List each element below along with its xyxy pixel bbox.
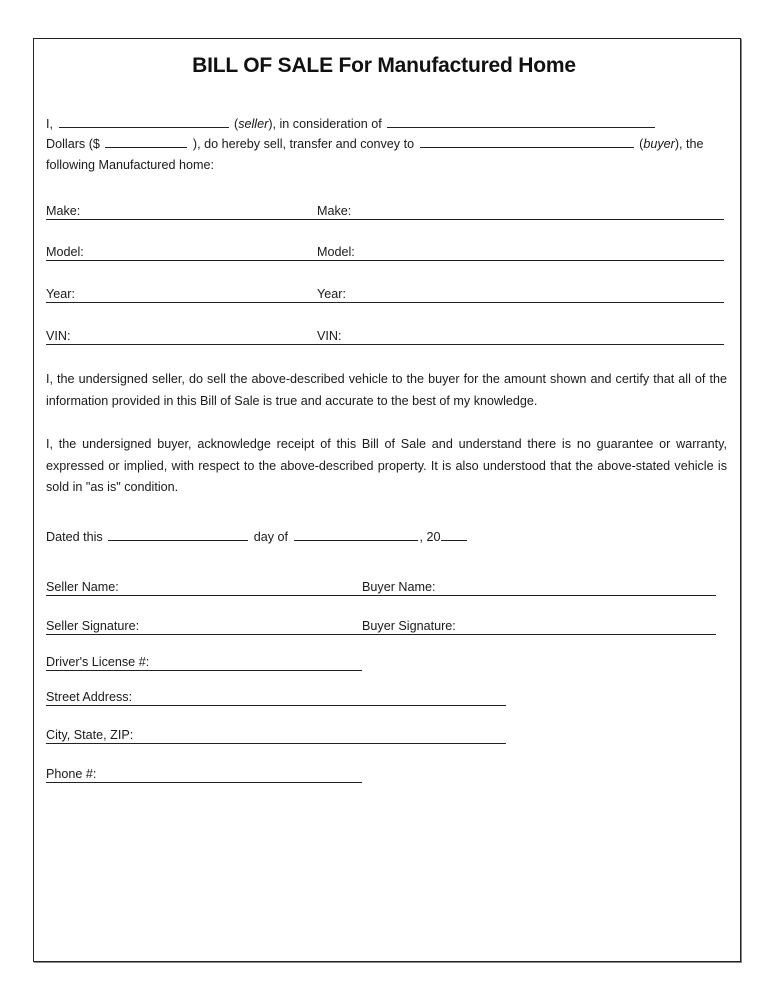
consideration-amount-blank[interactable] bbox=[387, 115, 655, 128]
name-field-row[interactable] bbox=[46, 577, 716, 596]
buyer-name-label: Buyer Name: bbox=[362, 580, 436, 594]
city-state-zip-field[interactable] bbox=[46, 725, 506, 744]
vin-label-right: VIN: bbox=[317, 329, 342, 343]
make-label-left: Make: bbox=[46, 204, 81, 218]
intro-line-2: Dollars ($ ), do hereby sell, transfer and convey to (buyer), the bbox=[46, 137, 704, 151]
document-title: BILL OF SALE For Manufactured Home bbox=[192, 54, 576, 77]
convey-text: ), do hereby sell, transfer and convey to bbox=[192, 137, 415, 151]
model-label-left: Model: bbox=[46, 245, 84, 259]
buyer-acknowledgement-paragraph: I, the undersigned buyer, acknowledge receipt of this Bill of Sale and understand there is no guarantee or warranty, expressed or implied, with respect to the above-described property. It is also understood that the above-stated vehicle is sold in "as is" condition. bbox=[46, 437, 727, 494]
buyer-name-blank[interactable] bbox=[420, 135, 634, 148]
model-label-right: Model: bbox=[317, 245, 355, 259]
street-address-label: Street Address: bbox=[46, 690, 133, 704]
phone-field[interactable] bbox=[46, 764, 362, 783]
day-blank[interactable] bbox=[108, 528, 248, 541]
intro-line-1: I, (seller), in consideration of bbox=[46, 114, 657, 135]
year-prefix-label: , 20 bbox=[419, 530, 441, 544]
year-field-row[interactable] bbox=[46, 284, 724, 303]
make-label-right: Make: bbox=[317, 204, 352, 218]
intro-line-2-suffix: ), the bbox=[674, 137, 704, 151]
vin-label-left: VIN: bbox=[46, 329, 71, 343]
seller-italic-label: seller bbox=[238, 117, 269, 131]
seller-name-blank[interactable] bbox=[59, 115, 229, 128]
buyer-signature-label: Buyer Signature: bbox=[362, 619, 456, 633]
make-field-row[interactable] bbox=[46, 201, 724, 220]
dollars-label: Dollars ($ bbox=[46, 137, 100, 151]
dated-this-label: Dated this bbox=[46, 530, 103, 544]
vin-field-row[interactable] bbox=[46, 326, 724, 345]
year-blank[interactable] bbox=[441, 528, 467, 541]
city-state-zip-label: City, State, ZIP: bbox=[46, 728, 134, 742]
date-line bbox=[46, 527, 469, 548]
year-label-right: Year: bbox=[317, 287, 346, 301]
consideration-text: ), in consideration of bbox=[268, 117, 382, 131]
document-page-border bbox=[33, 38, 741, 962]
drivers-license-label: Driver's License #: bbox=[46, 655, 150, 669]
seller-certification-paragraph: I, the undersigned seller, do sell the above-described vehicle to the buyer for the amount shown and certify that all of the information provided in this Bill of Sale is true and accurate to the best of my knowledge. bbox=[46, 372, 727, 408]
signature-field-row[interactable] bbox=[46, 616, 716, 635]
dollar-amount-blank[interactable] bbox=[105, 135, 187, 148]
seller-signature-label: Seller Signature: bbox=[46, 619, 140, 633]
street-address-field[interactable] bbox=[46, 687, 506, 706]
day-of-label: day of bbox=[253, 530, 289, 544]
month-blank[interactable] bbox=[294, 528, 418, 541]
intro-line-3: following Manufactured home: bbox=[46, 158, 215, 172]
year-label-left: Year: bbox=[46, 287, 75, 301]
intro-i-label: I, bbox=[46, 117, 53, 131]
seller-name-label: Seller Name: bbox=[46, 580, 119, 594]
phone-label: Phone #: bbox=[46, 767, 97, 781]
model-field-row[interactable] bbox=[46, 242, 724, 261]
drivers-license-field[interactable] bbox=[46, 652, 362, 671]
buyer-italic-label: buyer bbox=[643, 137, 675, 151]
